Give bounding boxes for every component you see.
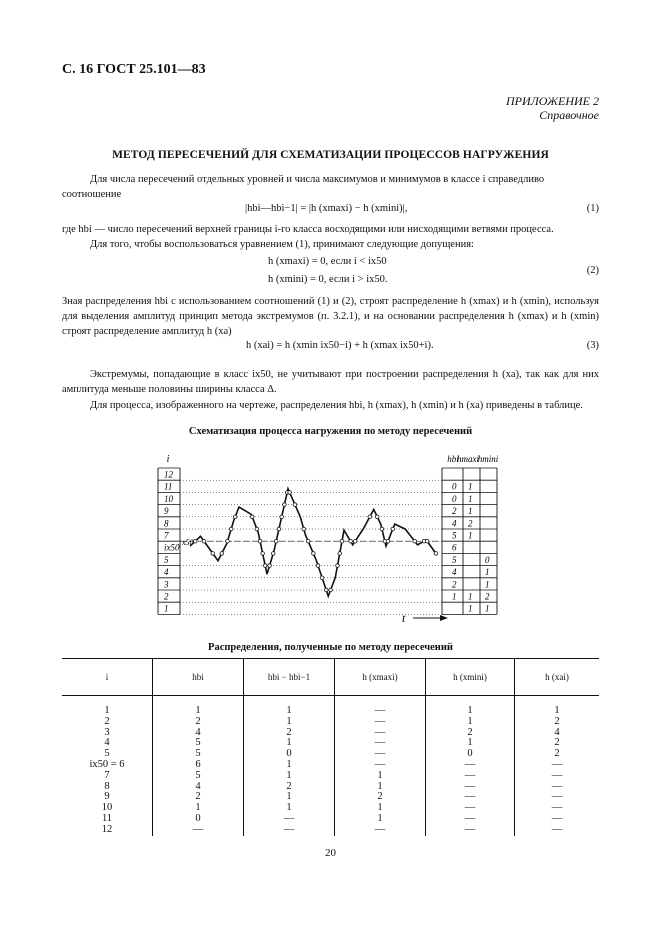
table-cell: 2 bbox=[515, 738, 600, 749]
table-row bbox=[62, 792, 599, 803]
crossing-point bbox=[202, 539, 206, 543]
paragraph-3: Для того, чтобы воспользоваться уравнением (1), принимают следующие допущения: bbox=[90, 239, 474, 250]
right-column-value: 1 bbox=[468, 591, 473, 602]
crossing-point bbox=[258, 539, 262, 543]
crossing-point bbox=[353, 539, 357, 543]
crossing-point bbox=[288, 491, 292, 495]
appendix-label bbox=[506, 94, 599, 122]
table-cell: — bbox=[515, 803, 600, 814]
table-cell: 1 bbox=[153, 803, 244, 814]
table-cell: — bbox=[515, 782, 600, 793]
crossing-chart bbox=[150, 446, 510, 626]
right-column-value: 1 bbox=[468, 493, 473, 504]
appendix-number: ПРИЛОЖЕНИЕ 2 bbox=[506, 94, 599, 108]
table-cell: 1 bbox=[244, 760, 335, 771]
table-cell: — bbox=[426, 782, 515, 793]
paragraph-6: Для процесса, изображенного на чертеже, распределения hbi, h (xmax), h (xmin) и h (xa) приведены в таблице. bbox=[90, 400, 583, 411]
crossing-point bbox=[425, 539, 429, 543]
crossing-point bbox=[336, 564, 340, 568]
table-cell: 3 bbox=[104, 726, 110, 738]
equation-1-number: (1) bbox=[586, 203, 599, 214]
table-row bbox=[62, 717, 599, 728]
table-cell: — bbox=[335, 728, 426, 739]
table-cell: — bbox=[426, 814, 515, 825]
class-label: 10 bbox=[164, 493, 173, 504]
table-cell: — bbox=[335, 696, 426, 717]
right-column-value: 0 bbox=[485, 554, 490, 565]
right-header: hmini bbox=[477, 454, 499, 464]
table-cell: 5 bbox=[153, 771, 244, 782]
table-cell: 10 bbox=[101, 802, 113, 814]
table-cell: — bbox=[335, 760, 426, 771]
table-cell: ix50 = 6 bbox=[89, 758, 125, 770]
appendix-type: Справочное bbox=[539, 108, 599, 122]
class-label: 2 bbox=[164, 591, 169, 602]
table-cell: 8 bbox=[104, 780, 110, 792]
crossing-point bbox=[329, 588, 333, 592]
right-column-value: 0 bbox=[452, 481, 457, 492]
table-cell: — bbox=[426, 803, 515, 814]
table-cell: — bbox=[426, 792, 515, 803]
right-column-value: 5 bbox=[452, 554, 457, 565]
table-cell: 1 bbox=[244, 803, 335, 814]
crossing-point bbox=[268, 564, 272, 568]
table-cell: — bbox=[515, 792, 600, 803]
table-cell: 1 bbox=[244, 738, 335, 749]
right-column-value: 2 bbox=[452, 506, 457, 517]
table-cell: 12 bbox=[101, 823, 113, 835]
paragraph-1: Для числа пересечений отдельных уровней и числа максимумов и минимумов в классе i справедливо соотношение bbox=[62, 174, 545, 200]
equation-3: h (xai) = h (xmin ix50−i) + h (xmax ix50+i). bbox=[246, 340, 434, 351]
table-cell: 2 bbox=[515, 749, 600, 760]
crossing-point bbox=[293, 503, 297, 507]
equation-2a: h (xmaxi) = 0, если i < ix50 bbox=[268, 256, 387, 267]
table-cell: — bbox=[426, 771, 515, 782]
table-cell: — bbox=[426, 760, 515, 771]
class-label: 4 bbox=[164, 567, 169, 578]
y-axis-label: i bbox=[166, 454, 170, 465]
table-row bbox=[62, 771, 599, 782]
table-cell: — bbox=[515, 814, 600, 825]
table-cell: 11 bbox=[101, 812, 113, 824]
crossing-point bbox=[386, 539, 390, 543]
equation-1: |hbi—hbi−1| = |h (xmaxi) − h (xmini)|, bbox=[245, 203, 408, 214]
th-hmax: h (xmaxi) bbox=[335, 659, 426, 696]
crossing-point bbox=[277, 527, 281, 531]
crossing-point bbox=[413, 539, 417, 543]
th-i: i bbox=[62, 659, 153, 696]
paragraph-2: где hbi — число пересечений верхней границы i-го класса восходящими или нисходящими ветвями процесса. bbox=[62, 224, 554, 235]
crossing-point bbox=[375, 515, 379, 519]
table-cell: 5 bbox=[153, 738, 244, 749]
table-cell: 4 bbox=[515, 728, 600, 739]
table-cell: 1 bbox=[244, 792, 335, 803]
crossing-point bbox=[261, 552, 265, 556]
table-cell: — bbox=[335, 749, 426, 760]
table-cell: 6 bbox=[153, 760, 244, 771]
table-row bbox=[62, 760, 599, 771]
class-label: ix50 bbox=[164, 542, 180, 553]
table-cell: 9 bbox=[104, 791, 110, 803]
table-cell: — bbox=[244, 814, 335, 825]
table-cell: — bbox=[515, 771, 600, 782]
time-arrowhead bbox=[440, 615, 448, 621]
table-row bbox=[62, 825, 599, 836]
right-header: hmaxi bbox=[457, 454, 479, 464]
table-cell: 1 bbox=[153, 696, 244, 717]
table-cell: — bbox=[515, 825, 600, 836]
table-cell: 2 bbox=[153, 717, 244, 728]
th-hmin: h (xmini) bbox=[426, 659, 515, 696]
table-cell: — bbox=[515, 760, 600, 771]
table-row bbox=[62, 803, 599, 814]
table-cell: 2 bbox=[153, 792, 244, 803]
right-column-value: 1 bbox=[485, 603, 490, 614]
right-column-value: 1 bbox=[468, 506, 473, 517]
th-ha: h (xai) bbox=[515, 659, 600, 696]
table-cell: 2 bbox=[244, 782, 335, 793]
right-header: hbi bbox=[447, 454, 459, 464]
class-label: 7 bbox=[164, 530, 169, 541]
class-label: 11 bbox=[164, 481, 173, 492]
page-header: С. 16 ГОСТ 25.101—83 bbox=[62, 62, 206, 77]
paragraph-5: Экстремумы, попадающие в класс ix50, не учитывают при построении распределения h (xa), так как для них амплитуда меньше половины ширины класса Δ. bbox=[62, 369, 599, 395]
crossing-point bbox=[338, 552, 342, 556]
table-cell: 1 bbox=[335, 803, 426, 814]
right-column-value: 2 bbox=[452, 579, 457, 590]
table-cell: 1 bbox=[335, 771, 426, 782]
crossing-point bbox=[324, 588, 328, 592]
table-cell: 5 bbox=[104, 748, 110, 760]
crossing-point bbox=[233, 515, 237, 519]
page-number: 20 bbox=[325, 847, 336, 859]
table-cell: 1 bbox=[104, 705, 110, 716]
right-column-value: 1 bbox=[485, 579, 490, 590]
crossing-point bbox=[434, 552, 438, 556]
table-cell: 1 bbox=[244, 771, 335, 782]
table-cell: — bbox=[335, 738, 426, 749]
crossing-point bbox=[250, 515, 254, 519]
right-column-value: 5 bbox=[452, 530, 457, 541]
table-cell: 2 bbox=[335, 792, 426, 803]
x-axis-label: t bbox=[402, 611, 406, 625]
table-cell: — bbox=[153, 825, 244, 836]
crossing-point bbox=[302, 527, 306, 531]
crossing-point bbox=[306, 539, 310, 543]
table-cell: 1 bbox=[244, 717, 335, 728]
table-cell: 2 bbox=[426, 728, 515, 739]
table-cell: 1 bbox=[335, 782, 426, 793]
right-column-value: 1 bbox=[485, 567, 490, 578]
crossing-point bbox=[229, 527, 233, 531]
table-cell: 1 bbox=[426, 717, 515, 728]
right-column-value: 4 bbox=[452, 518, 457, 529]
table-title: Распределения, полученные по методу пересечений bbox=[208, 642, 453, 653]
table-cell: 2 bbox=[104, 715, 110, 727]
table-cell: — bbox=[244, 825, 335, 836]
chart-layer bbox=[158, 454, 499, 625]
paragraph-4: Зная распределения hbi с использованием соотношений (1) и (2), строят распределение h (xmax) и h (xmin), используя для выделения амплитуд принцип метода экстремумов (п. 3.2.1), и на основании распределения h (xmax) и h (xmin) строят распределение амплитуд h (xa) bbox=[62, 296, 599, 337]
right-column-value: 4 bbox=[452, 567, 457, 578]
class-label: 9 bbox=[164, 506, 169, 517]
class-label: 5 bbox=[164, 554, 169, 565]
equation-2-number: (2) bbox=[586, 265, 599, 276]
table-cell: — bbox=[426, 825, 515, 836]
crossing-point bbox=[255, 527, 259, 531]
crossing-point bbox=[320, 576, 324, 580]
table-row bbox=[62, 782, 599, 793]
right-column-value: 1 bbox=[468, 603, 473, 614]
crossing-point bbox=[271, 552, 275, 556]
table-row bbox=[62, 814, 599, 825]
crossing-point bbox=[391, 527, 395, 531]
right-column-value: 2 bbox=[468, 518, 473, 529]
crossing-point bbox=[226, 539, 230, 543]
table-cell: 0 bbox=[426, 749, 515, 760]
right-column-value: 2 bbox=[485, 591, 490, 602]
th-diff: hbi − hbi−1 bbox=[244, 659, 335, 696]
table-header-row bbox=[62, 659, 599, 696]
crossing-point bbox=[274, 539, 278, 543]
table-cell: 2 bbox=[244, 728, 335, 739]
table-row bbox=[62, 696, 599, 717]
table-cell: 1 bbox=[426, 738, 515, 749]
crossing-point bbox=[368, 515, 372, 519]
crossing-point bbox=[340, 539, 344, 543]
right-column-value: 0 bbox=[452, 493, 457, 504]
crossing-point bbox=[280, 515, 284, 519]
table-cell: 0 bbox=[153, 814, 244, 825]
table-row bbox=[62, 738, 599, 749]
class-label: 12 bbox=[164, 469, 173, 480]
crossing-point bbox=[263, 564, 267, 568]
table-cell: 2 bbox=[515, 717, 600, 728]
table-cell: 0 bbox=[244, 749, 335, 760]
right-column-value: 1 bbox=[468, 481, 473, 492]
crossing-point bbox=[316, 564, 320, 568]
class-label: 3 bbox=[164, 579, 169, 590]
distribution-table bbox=[62, 658, 599, 836]
chart-title: Схематизация процесса нагружения по методу пересечений bbox=[188, 426, 473, 437]
section-title: МЕТОД ПЕРЕСЕЧЕНИЙ ДЛЯ СХЕМАТИЗАЦИИ ПРОЦЕССОВ НАГРУЖЕНИЯ bbox=[112, 149, 549, 161]
table-cell: 7 bbox=[104, 769, 110, 781]
table-cell: — bbox=[335, 825, 426, 836]
crossing-point bbox=[211, 552, 215, 556]
crossing-point bbox=[283, 503, 287, 507]
table-row bbox=[62, 728, 599, 739]
right-column-value: 1 bbox=[468, 530, 473, 541]
x50-marker: x50 bbox=[182, 538, 194, 548]
table-row bbox=[62, 749, 599, 760]
class-label: 8 bbox=[164, 518, 169, 529]
th-hb: hbi bbox=[153, 659, 244, 696]
class-label: 1 bbox=[164, 603, 169, 614]
table-cell: 4 bbox=[104, 737, 110, 749]
table-cell: 1 bbox=[244, 696, 335, 717]
table-cell: 4 bbox=[153, 782, 244, 793]
table-cell: 1 bbox=[426, 696, 515, 717]
table-cell: — bbox=[335, 717, 426, 728]
crossing-point bbox=[312, 552, 316, 556]
right-column-value: 1 bbox=[452, 591, 457, 602]
table-cell: 4 bbox=[153, 728, 244, 739]
table-cell: 5 bbox=[153, 749, 244, 760]
equation-3-number: (3) bbox=[586, 340, 599, 351]
right-column-value: 6 bbox=[452, 542, 457, 553]
crossing-point bbox=[193, 539, 197, 543]
table-cell: 1 bbox=[515, 696, 600, 717]
equation-2b: h (xmini) = 0, если i > ix50. bbox=[268, 274, 388, 285]
table-cell: 1 bbox=[335, 814, 426, 825]
crossing-point bbox=[220, 552, 224, 556]
crossing-point bbox=[349, 539, 353, 543]
crossing-point bbox=[380, 527, 384, 531]
